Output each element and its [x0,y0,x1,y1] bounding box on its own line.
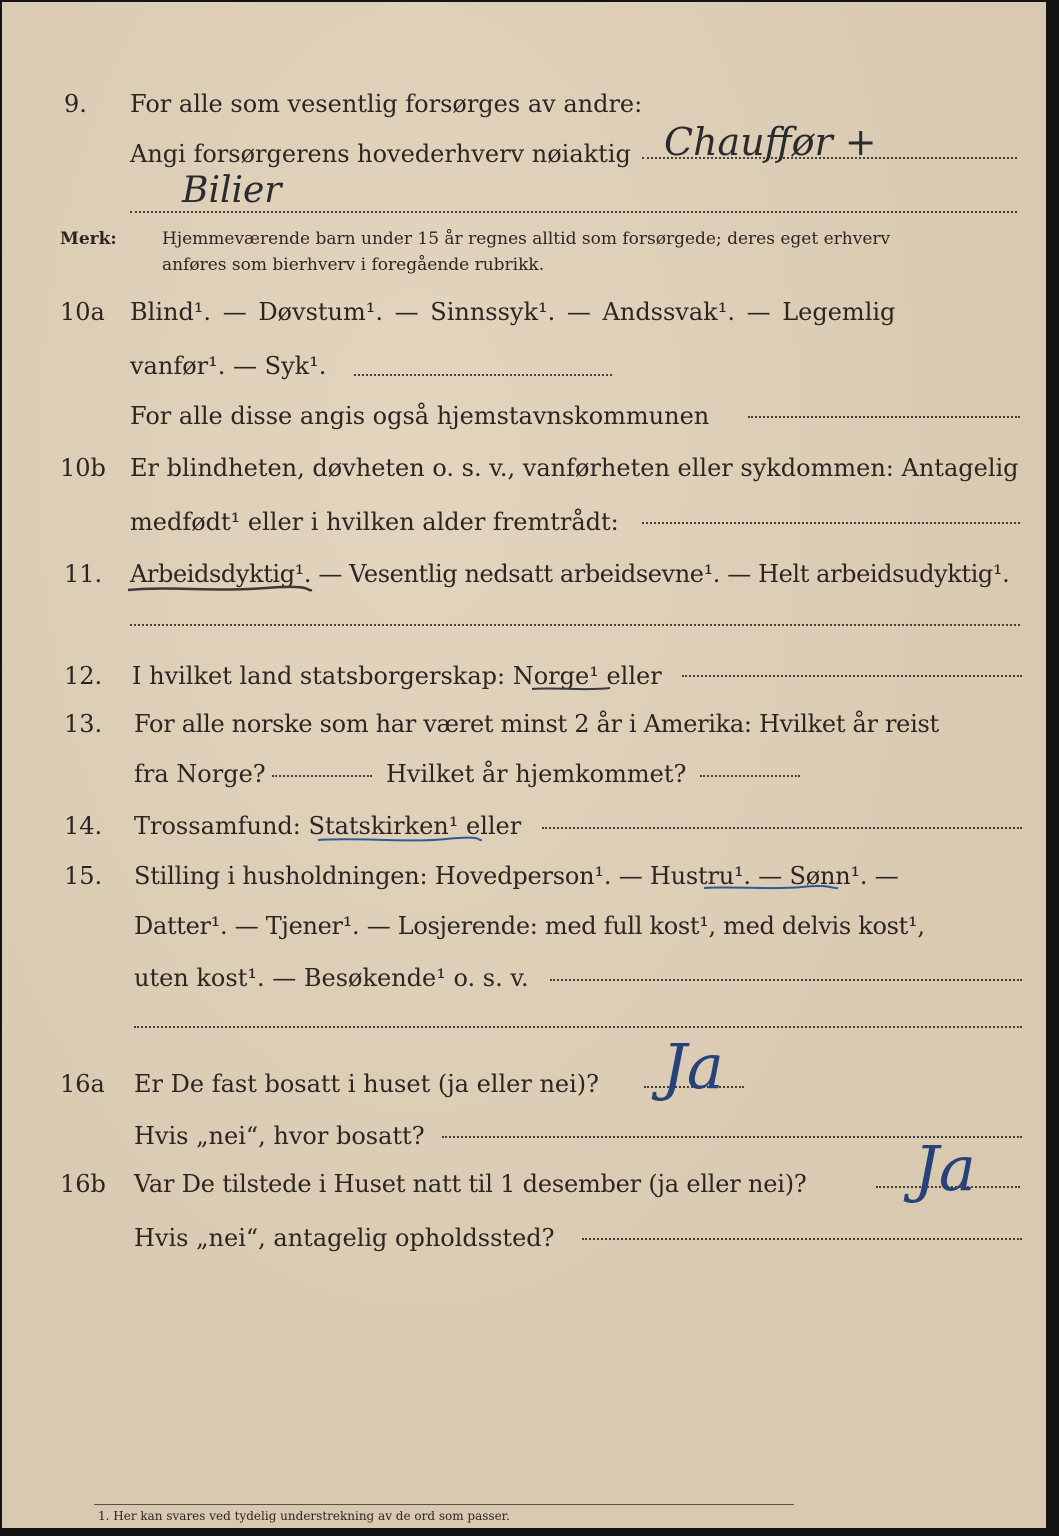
q10a-answer-line[interactable] [354,374,612,376]
q16b-location-line[interactable] [582,1238,1022,1240]
item-number-16a: 16a [60,1070,105,1098]
q13-line2a: fra Norge? [134,760,266,788]
q10b-line2: medfødt¹ eller i hvilken alder fremtrådt: [130,508,619,536]
q15-handwritten-underline [702,882,842,894]
q9-line2: Angi forsørgerens hovederhverv nøiaktig [130,140,631,168]
item-number-9: 9. [64,90,87,118]
q11-answer-line[interactable] [130,624,1020,626]
item-number-10a: 10a [60,298,105,326]
q16b-line2: Hvis „nei“, antagelig opholdssted? [134,1224,555,1252]
q15-line3: uten kost¹. — Besøkende¹ o. s. v. [134,964,529,992]
q16a-line1: Er De fast bosatt i huset (ja eller nei)? [134,1070,600,1098]
q13-line1: For alle norske som har været minst 2 år i Amerika: Hvilket år reist [134,710,939,738]
q12-handwritten-underline [530,684,614,694]
q9-handwritten-answer1: Chauffør + [664,120,877,164]
q15-line2: Datter¹. — Tjener¹. — Losjerende: med full kost¹, med delvis kost¹, [134,912,925,940]
q13-year-returned-line[interactable] [700,775,800,777]
q16a-handwritten-answer: Ja [662,1030,724,1103]
merk-line2: anføres som bierhverv i foregående rubrikk. [162,255,545,275]
item-number-11: 11. [64,560,103,588]
q16b-line1: Var De tilstede i Huset natt til 1 desember (ja eller nei)? [134,1170,807,1198]
q13-year-left-line[interactable] [272,775,372,777]
q13-line2b: Hvilket år hjemkommet? [386,760,687,788]
q16a-line2: Hvis „nei“, hvor bosatt? [134,1122,425,1150]
item-number-14: 14. [64,812,103,840]
q10a-hometown-line[interactable] [748,416,1020,418]
q9-answer-line2[interactable] [130,211,1017,213]
q10a-line2: vanfør¹. — Syk¹. [130,352,327,380]
item-number-16b: 16b [60,1170,106,1198]
q9-line1: For alle som vesentlig forsørges av andre: [130,90,643,118]
q10a-line3: For alle disse angis også hjemstavnskommunen [130,402,710,430]
q16b-handwritten-answer: Ja [914,1132,976,1205]
merk-label: Merk: [60,229,117,249]
q11-handwritten-underline [126,582,316,596]
q10b-line1: Er blindheten, døvheten o. s. v., vanførheten eller sykdommen: Antagelig [130,454,1019,482]
item-number-12: 12. [64,662,103,690]
q14-answer-line[interactable] [542,827,1022,829]
q12-answer-line[interactable] [682,675,1022,677]
q11-line1: Arbeidsdyktig¹. — Vesentlig nedsatt arbeidsevne¹. — Helt arbeidsudyktig¹. [130,560,1010,588]
q12-line1: I hvilket land statsborgerskap: Norge¹ eller [132,662,662,690]
item-number-15: 15. [64,862,103,890]
q9-handwritten-answer2: Bilier [182,170,282,211]
q10a-line1: Blind¹. — Døvstum¹. — Sinnssyk¹. — Andssvak¹. — Legemlig [130,298,896,326]
q10b-answer-line[interactable] [642,522,1020,524]
merk-line1: Hjemmeværende barn under 15 år regnes alltid som forsørgede; deres eget erhverv [162,229,891,249]
q14-line1: Trossamfund: Statskirken¹ eller [134,812,522,840]
q15-answer-line2[interactable] [134,1026,1022,1028]
q15-line1: Stilling i husholdningen: Hovedperson¹. — Hustru¹. — Sønn¹. — [134,862,899,890]
footnote-text: 1. Her kan svares ved tydelig understrekning av de ord som passer. [98,1509,510,1523]
q14-handwritten-underline [316,834,484,846]
census-form-page [2,2,1046,1528]
item-number-10b: 10b [60,454,106,482]
footnote-rule [94,1504,794,1505]
item-number-13: 13. [64,710,103,738]
q15-answer-line1[interactable] [550,979,1022,981]
